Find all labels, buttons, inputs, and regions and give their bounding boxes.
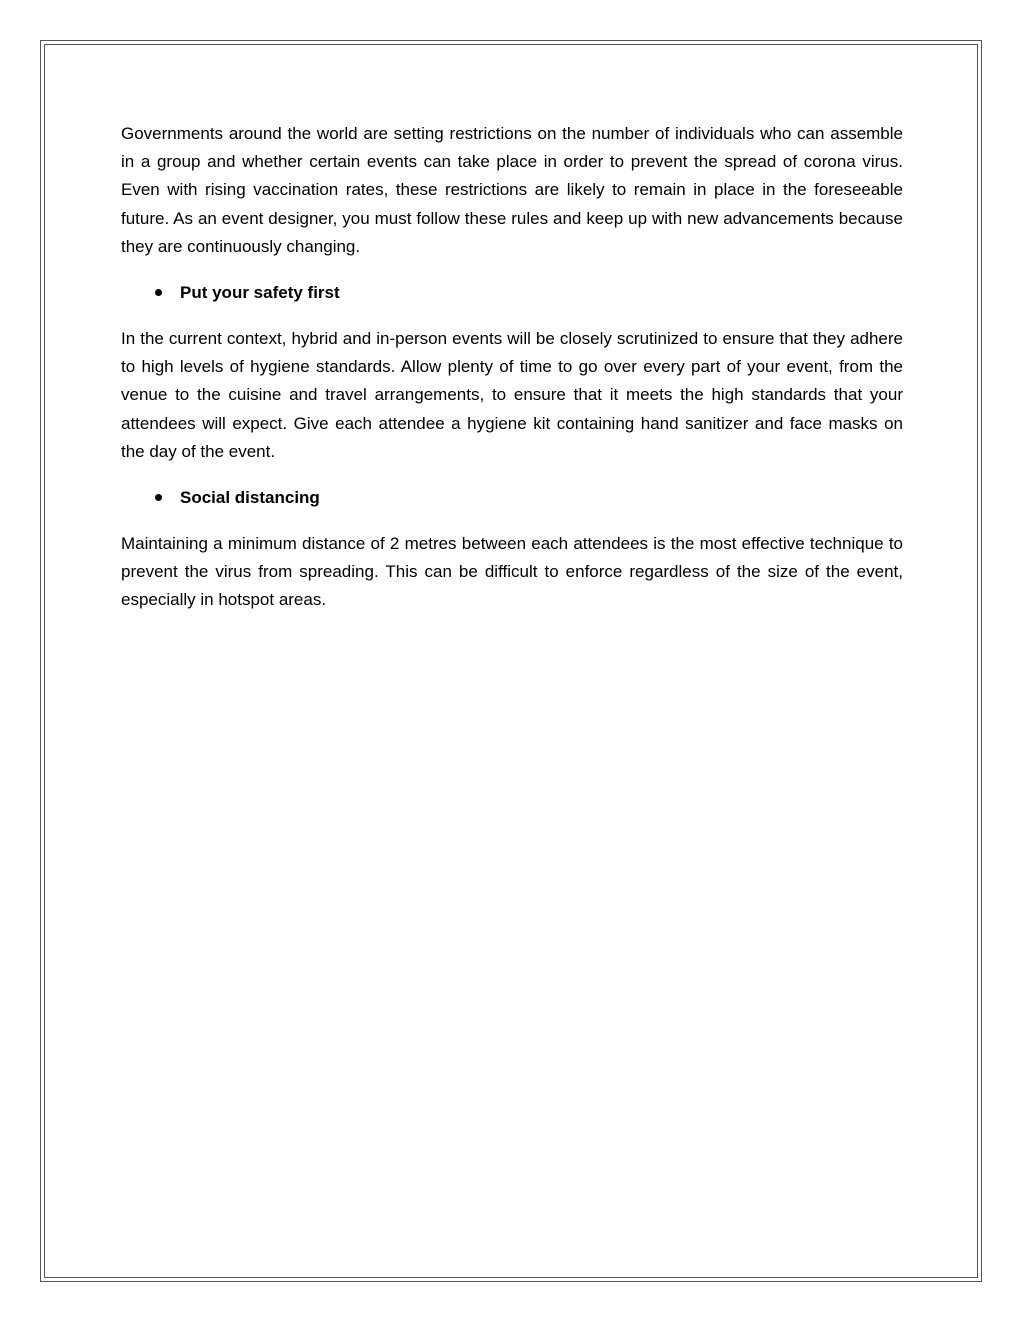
paragraph-intro: Governments around the world are setting restrictions on the number of individuals who can assemble in a group and whether certain events can take place in order to prevent the spread of corona virus. Even with rising vaccination rates, these restrictions are likely to remain in place in the foreseeable future. As an event designer, you must follow these rules and keep up with new advancements because they are continuously changing.	[121, 124, 903, 256]
bullet-dot-icon	[155, 289, 162, 296]
paragraph-distancing: Maintaining a minimum distance of 2 metres between each attendees is the most effective technique to prevent the virus from spreading. This can be difficult to enforce regardless of the size of the event, especially in hotspot areas.	[121, 534, 903, 610]
bullet-item-safety	[121, 279, 903, 307]
bullet-heading-safety: Put your safety first	[180, 283, 340, 303]
paragraph-safety: In the current context, hybrid and in-person events will be closely scrutinized to ensure that they adhere to high levels of hygiene standards. Allow plenty of time to go over every part of your event, from the venue to the cuisine and travel arrangements, to ensure that it meets the high standards that your attendees will expect. Give each attendee a hygiene kit containing hand sanitizer and face masks on the day of the event.	[121, 329, 903, 461]
bullet-dot-icon	[155, 494, 162, 501]
document-body	[121, 120, 903, 615]
bullet-heading-distancing: Social distancing	[180, 488, 320, 508]
bullet-item-distancing	[121, 484, 903, 512]
